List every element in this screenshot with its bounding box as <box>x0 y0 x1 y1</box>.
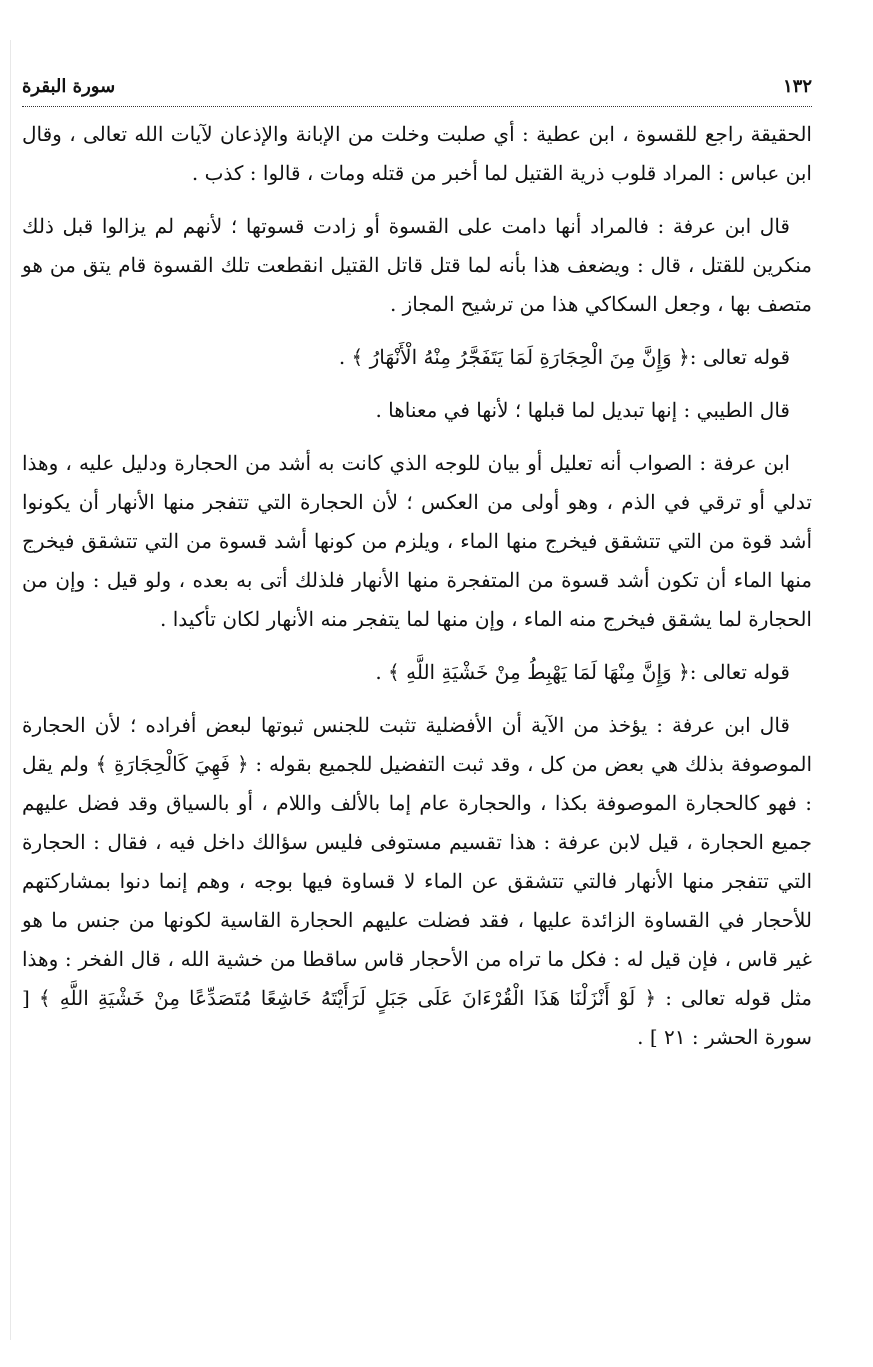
text-line: كَالْحِجَارَةِ ﴾ ولم يقل : فهو كالحجارة الموصوفة بكذا ، والحجارة عام إما بالألف <box>22 752 812 815</box>
surah-title: سورة البقرة <box>22 75 116 97</box>
paragraph <box>22 706 812 1057</box>
text-line: منها الأنهار فلذلك أتى به بعده ، ولو قيل : وإن من الحجارة لما يشقق فيخرج منه <box>22 568 812 631</box>
text-line: قوله تعالى :﴿ وَإِنَّ مِنَ الْحِجَارَةِ لَمَا يَتَفَجَّرُ مِنْهُ الْأَنْهَارُ ﴾ . <box>338 345 790 369</box>
text-line: القسوة قام يتق من هو متصف بها ، وجعل السكاكي هذا من ترشيح المجاز . <box>22 253 812 316</box>
page-number: ١٣٢ <box>782 75 812 97</box>
paragraph <box>22 653 812 692</box>
text-line: واللام ، أو بالسياق وقد فضل عليهم جميع الحجارة ، قيل لابن عرفة : هذا تقسيم <box>22 791 812 854</box>
text-line: الحقيقة راجع للقسوة ، ابن عطية : أي صلبت وخلت من الإبانة والإذعان لآيات الله <box>127 122 812 146</box>
text-line: قبل ذلك منكرين للقتل ، قال : ويضعف هذا بأنه لما قتل قاتل القتيل انقطعت تلك <box>22 214 813 277</box>
book-page <box>22 70 812 1071</box>
text-line: تعالى : ﴿ لَوْ أَنْزَلْنَا هَذَا الْقُرْءَانَ عَلَى جَبَلٍ لَرَأَيْتَهُ خَاشِعًا مُتَصَدِّعًا مِنْ خَشْيَةِ اللَّهِ ﴾ [ سورة <box>22 986 812 1049</box>
page-header <box>22 70 812 107</box>
text-line: الحجارة الموصوفة بذلك هي بعض من كل ، وقد ثبت التفضيل للجميع بقوله : ﴿ فَهِيَ <box>22 713 812 776</box>
paragraph <box>22 444 812 639</box>
text-line: الماء ، وإن منها لما يتفجر منه الأنهار لكان تأكيدا . <box>159 607 563 631</box>
paragraph <box>22 391 812 430</box>
scan-edge-line <box>10 40 11 1340</box>
text-line: قال ابن عرفة : يؤخذ من الآية أن الأفضلية تثبت للجنس ثبوتها لبعض أفراده ؛ لأن <box>85 713 790 737</box>
text-line: تعالى ، وقال ابن عباس : المراد قلوب ذرية القتيل لما أخبر من قتله ومات ، قالوا : <box>22 122 812 185</box>
text-line: كونها أشد قسوة من التي تتشقق فيخرج منها الماء أن تكون أشد قسوة من المتفجرة <box>22 529 812 592</box>
text-line: ودليل عليه ، وهذا تدلي أو ترقي في الذم ، وهو أولى من العكس ؛ لأن الحجارة التي <box>22 451 812 514</box>
text-line: مستوفى فليس سؤالك داخل فيه ، فقال : الحجارة التي تتفجر منها الأنهار فالتي تتشقق <box>22 830 813 893</box>
text-line: عليها ، فقد فضلت عليهم الحجارة القاسية لكونها من جنس ما هو غير قاس ، فإن قيل <box>22 908 812 971</box>
page-body <box>22 115 812 1057</box>
text-line: قوله تعالى :﴿ وَإِنَّ مِنْهَا لَمَا يَهْبِطُ مِنْ خَشْيَةِ اللَّهِ ﴾ . <box>375 660 790 684</box>
text-line: عن الماء لا قساوة فيها بوجه ، وهم إنما دنوا بمشاركتهم للأحجار في القساوة الزائدة <box>22 869 812 932</box>
text-line: الحشر : ٢١ ] . <box>637 1025 759 1049</box>
paragraph <box>22 115 812 193</box>
text-line: كذب . <box>191 161 244 185</box>
paragraph <box>22 207 812 324</box>
text-line: قال ابن عرفة : فالمراد أنها دامت على القسوة أو زادت قسوتها ؛ لأنهم لم يزالوا <box>93 214 790 238</box>
text-line: قال الطيبي : إنها تبديل لما قبلها ؛ لأنها في معناها . <box>375 398 790 422</box>
text-line: له : فكل ما تراه من الأحجار قاس ساقطا من خشية الله ، قال الفخر : وهذا مثل قوله <box>22 947 812 1010</box>
text-line: تتفجر منها الأنهار أن يكونوا أشد قوة من التي تتشقق فيخرج منها الماء ، ويلزم من <box>22 490 812 553</box>
text-line: ابن عرفة : الصواب أنه تعليل أو بيان للوجه الذي كانت به أشد من الحجارة <box>167 451 790 475</box>
paragraph <box>22 338 812 377</box>
